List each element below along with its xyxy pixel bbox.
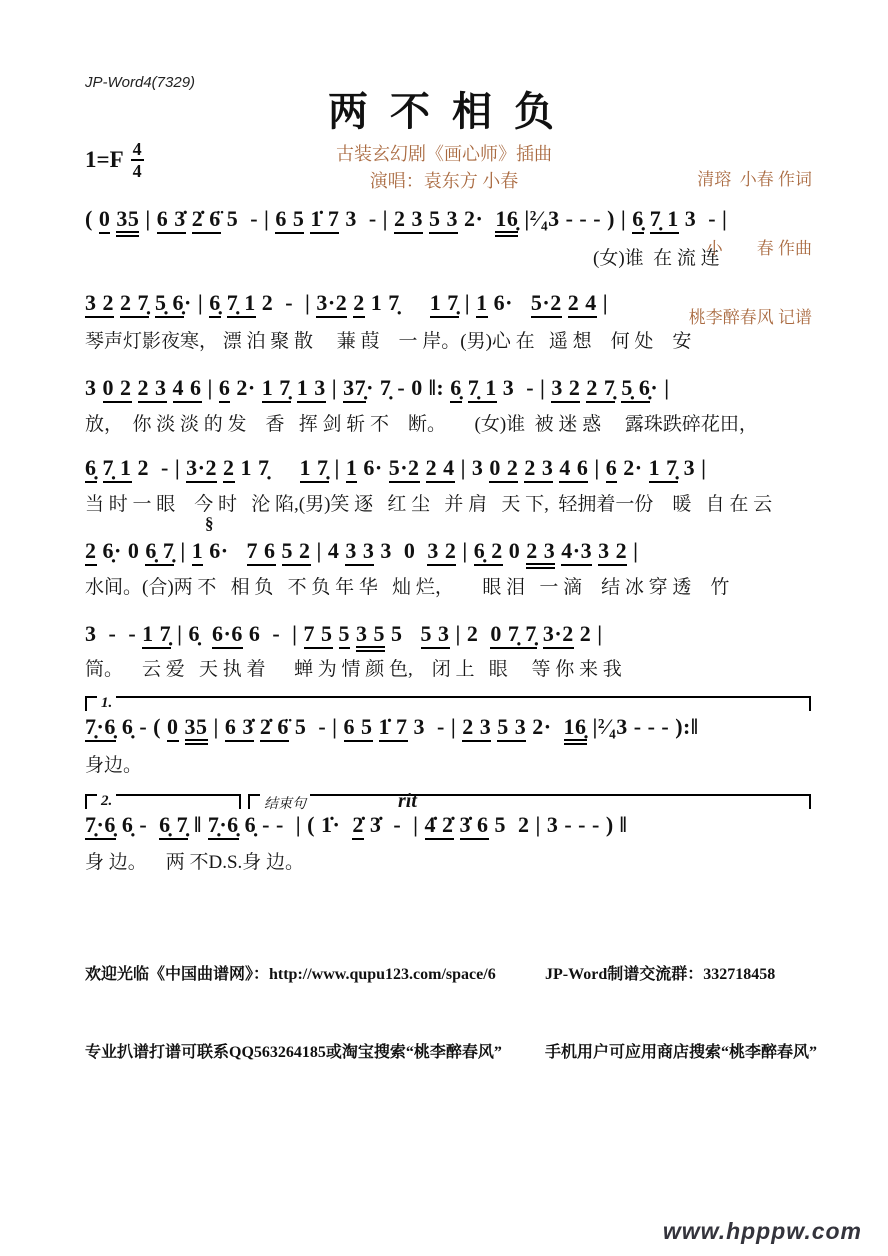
credit-transcriber: 桃李醉春风 记谱 bbox=[688, 308, 812, 327]
lyrics-line: 当 时 一 眼 今 时 沦 陷,(男)笑 逐 红 尘 并 肩 天 下, 轻拥着一份 暖 自 在 云 bbox=[85, 494, 773, 515]
notation-line: 7̣·6̣ 6̣ - ( 0 35 | 6 3̇ 2̇ 6̈ 5 - | 6 5 1̇ 7 3 - | 2 3 5 3 2· 16̣ |²⁄₄3 - - - ):‖ bbox=[85, 714, 815, 740]
volta-bracket-1 bbox=[85, 696, 811, 711]
credit-lyricist: 清瑢 小春 作词 bbox=[697, 170, 812, 189]
volta-1-label: 1. bbox=[97, 695, 116, 712]
footer-mobile-line: 手机用户可应用商店搜索“桃李醉春风” bbox=[545, 1044, 818, 1061]
generator-watermark: JP-Word4(7329) bbox=[85, 74, 196, 91]
song-title: 两 不 相 负 bbox=[328, 89, 560, 134]
lyrics-line: 琴声灯影夜寒， 漂 泊 聚 散 蒹 葭 一 岸。(男)心 在 遥 想 何 处 安 bbox=[85, 331, 692, 352]
notation-line: 3 2 2 7̣ 5̣ 6̣· | 6̣ 7̣ 1 2 - | 3·2 2 1 7̣ 1 7̣ | 1 6· 5·2 2 4 | bbox=[85, 290, 815, 316]
meter-denominator: 4 bbox=[132, 161, 142, 181]
lyrics-line: 身边。 bbox=[85, 755, 143, 776]
ending-phrase-label: 结束句 bbox=[260, 793, 310, 813]
volta-2-label: 2. bbox=[97, 793, 116, 810]
ending-phrase-bracket bbox=[248, 794, 811, 812]
footer-left bbox=[85, 910, 502, 1118]
subtitle: 古装玄幻剧《画心师》插曲 bbox=[336, 144, 552, 164]
footer-contact-line: 专业扒谱打谱可联系QQ563264185或淘宝搜索“桃李醉春风” bbox=[85, 1044, 502, 1061]
lyrics-line: 水间。(合)两 不 相 负 不 负 年 华 灿 烂， 眼 泪 一 滴 结 冰 穿 透 竹 bbox=[85, 577, 730, 598]
key-prefix: 1=F bbox=[85, 147, 124, 172]
footer-group-line: JP-Word制谱交流群：332718458 bbox=[545, 966, 776, 983]
notation-line: 3 - - 1 7̣ | 6̣ 6·6 6 - | 7 5 5 3 5 5 5 3 | 2 0 7̣ 7̣ 3·2 2 | bbox=[85, 621, 815, 647]
footer-site-line: 欢迎光临《中国曲谱网》：http://www.qupu123.com/space/6 bbox=[85, 966, 496, 983]
notation-line: 7̣·6̣ 6̣ - 6̣ 7̣ ‖ 7̣·6̣ 6̣ - - | ( 1̇· 2̇ 3̇ - | 4̇ 2̇ 3̇ 6 5 2 | 3 - - - ) ‖ bbox=[85, 812, 815, 838]
lyrics-line: 筒。 云 爱 天 执 着 蝉 为 情 颜 色, 闭 上 眼 等 你 来 我 bbox=[85, 659, 622, 680]
credit-composer: 小 春 作曲 bbox=[705, 239, 812, 258]
notation-line: ( 0 35 | 6 3̇ 2̇ 6̈ 5 - | 6 5 1̇ 7 3 - | 2 3 5 3 2· 16̣ |²⁄₄3 - - - ) | 6̣ 7̣ 1 3 - | bbox=[85, 206, 815, 232]
segno-icon: § bbox=[205, 514, 214, 533]
notation-line: 3 0 2 2 3 4 6 | 6 2· 1 7̣ 1 3 | 37̣· 7̣ - 0 ‖: 6̣ 7̣ 1 3 - | 3 2 2 7̣ 5̣ 6̣· | bbox=[85, 375, 815, 401]
lyrics-line: 身 边。 两 不D.S.身 边。 bbox=[85, 852, 305, 873]
notation-line: 6̣ 7̣ 1 2 - | 3·2 2 1 7̣ 1 7̣ | 1 6· 5·2 2 4 | 3 0 2 2 3 4 6 | 6 2· 1 7̣ 3 | bbox=[85, 455, 815, 481]
footer-right bbox=[545, 910, 817, 1118]
notation-line: 2 6̣· 0 6̣ 7̣ | 1 6· 7 6 5 2 | 4 3 3 3 0 3 2 | 6̣ 2 0 2 3 4·3 3 2 | bbox=[85, 538, 815, 564]
rit-marking: rit bbox=[398, 790, 417, 812]
volta-bracket-2 bbox=[85, 794, 241, 809]
singer-line: 演唱：袁东方 小春 bbox=[369, 171, 519, 191]
lyrics-line: 放， 你 淡 淡 的 发 香 挥 剑 斩 不 断。 (女)谁 被 迷 惑 露珠跌碎花田， bbox=[85, 414, 758, 435]
meter-numerator: 4 bbox=[132, 139, 142, 159]
site-watermark: www.hpppw.com bbox=[662, 1218, 862, 1244]
lyrics-line: (女)谁 在 流 连 bbox=[593, 248, 720, 269]
